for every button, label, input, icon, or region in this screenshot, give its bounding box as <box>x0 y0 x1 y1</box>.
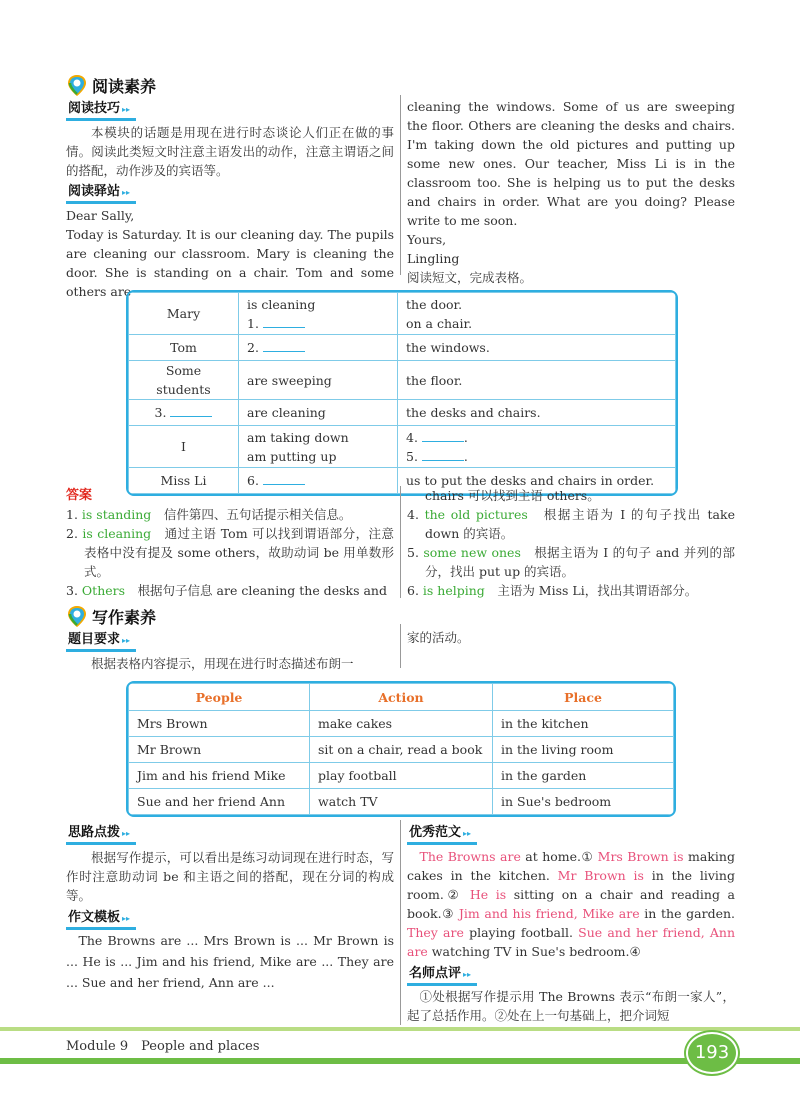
answer-item: 4. the old pictures 根据主语为 I 的句子找出 take down 的宾语。 <box>407 507 735 541</box>
answers-left <box>66 505 394 600</box>
answer-blank[interactable] <box>422 429 464 442</box>
writing-req-text: 根据表格内容提示，用现在进行时态描述布朗一 <box>91 656 354 671</box>
letter-body-end: cleaning the windows. Some of us are sweeping the floor. Others are cleaning the desks and chairs. I'm taking down the old pictures and putting up some new ones. Our teacher, Miss Li is in the classroom too. She is helping us to put the desks and chairs in order. What are you doing? Please write to me soon. <box>407 99 735 228</box>
table-row: Mary is cleaning 1. the door. on a chair. <box>129 293 676 335</box>
column-divider <box>400 820 401 1025</box>
idea-text: 根据写作提示，可以看出是练习动词现在进行时态，写作时注意助动词 be 和主语之间的搭配，现在分词的构成等。 <box>66 850 394 903</box>
table-row: Miss Li 6. us to put the desks and chairs in order. <box>129 468 676 494</box>
answer-item: 5. some new ones 根据主语为 I 的句子 and 并列的部分，找出 put up 的宾语。 <box>407 545 735 579</box>
table-row: Tom 2. the windows. <box>129 335 676 361</box>
footer-module: Module 9 People and places <box>66 1039 260 1054</box>
writing-req-heading: 题目要求 ▸▸ <box>66 630 136 652</box>
writing-title-text: 写作素养 <box>92 607 157 627</box>
answer-item: 1. is standing 信件第四、五句话提示相关信息。 <box>66 507 352 522</box>
letter-greeting: Dear Sally, <box>66 208 135 223</box>
letter-body-start: Today is Saturday. It is our cleaning day. The pupils are cleaning our classroom. Mary is cleaning the door. She is standing on a chair. Tom and some others are <box>66 227 394 299</box>
template-text: The Browns are ... Mrs Brown is ... Mr Brown is ... He is ... Jim and his friend, Mike are ... They are ... Sue and her friend, Ann are ... <box>66 933 394 990</box>
answer-item: 3. Others 根据句子信息 are cleaning the desks and <box>66 583 387 598</box>
column-divider <box>400 486 401 598</box>
letter-left-column <box>66 206 394 301</box>
letter-right-column <box>407 97 735 287</box>
location-pin-icon <box>66 605 88 629</box>
letter-signature: Lingling <box>407 251 460 266</box>
reading-table <box>126 290 678 496</box>
reading-tips-heading: 阅读技巧 ▸▸ <box>66 99 136 121</box>
reading-section-title <box>66 74 156 98</box>
answer-blank[interactable] <box>170 404 212 417</box>
table-row: Mrs Brown make cakes in the kitchen <box>129 711 674 737</box>
sample-heading: 优秀范文 ▸▸ <box>407 823 477 845</box>
answer-blank[interactable] <box>263 339 305 352</box>
answers-heading: 答案 <box>66 488 93 503</box>
idea-heading: 思路点拨 ▸▸ <box>66 823 136 845</box>
writing-table <box>126 681 676 817</box>
reading-tips-text: 本模块的话题是用现在进行时态谈论人们正在做的事情。阅读此类短文时注意主语发出的动作，注意主谓语之间的搭配，动作涉及的宾语等。 <box>66 125 394 178</box>
answer-item: 6. is helping 主语为 Miss Li，找出其谓语部分。 <box>407 583 698 598</box>
task-instruction: 阅读短文，完成表格。 <box>407 270 533 285</box>
comment-heading: 名师点评 ▸▸ <box>407 964 477 986</box>
footer-stripe <box>0 1058 800 1064</box>
table-row: Some students are sweeping the floor. <box>129 361 676 400</box>
column-divider <box>400 624 401 668</box>
letter-closing: Yours, <box>407 232 447 247</box>
sample-text: The Browns are at home.① Mrs Brown is making cakes in the kitchen. Mr Brown is in the living room.② He is sitting on a chair and reading a book.③ Jim and his friend, Mike are in the garden. They are playing football. Sue and her friend, Ann are watching TV in Sue's bedroom.④ <box>407 849 735 959</box>
reading-station-heading: 阅读驿站 ▸▸ <box>66 182 136 204</box>
comment-text: ①处根据写作提示用 The Browns 表示“布朗一家人”，起了总括作用。②处在上一句基础上，把介词短 <box>407 989 735 1023</box>
footer-divider <box>0 1027 800 1031</box>
page-number: 193 <box>686 1032 738 1074</box>
table-row: Jim and his friend Mike play football in the garden <box>129 763 674 789</box>
template-heading: 作文模板 ▸▸ <box>66 908 136 930</box>
column-divider <box>400 95 401 275</box>
answer-blank[interactable] <box>263 315 305 328</box>
writing-section-title <box>66 605 156 629</box>
table-header-row: People Action Place <box>129 684 674 711</box>
table-row: 3. are cleaning the desks and chairs. <box>129 400 676 426</box>
answer-blank[interactable] <box>422 448 464 461</box>
writing-req-cont: 家的活动。 <box>407 630 470 645</box>
answer-blank[interactable] <box>263 472 305 485</box>
table-row: I am taking down am putting up 4. . 5. . <box>129 426 676 468</box>
location-pin-icon <box>66 74 88 98</box>
table-row: Mr Brown sit on a chair, read a book in the living room <box>129 737 674 763</box>
answers-right: chairs 可以找到主语 others。 4. the old pictures 根据主语为 I 的句子找出 take down 的宾语。 5. some new ones 根据主语为 I 的句子 and 并列的部分，找出 put up 的宾语。 6. is helping 主语为 Miss Li，找出其谓语部分。 <box>407 488 735 598</box>
table-row: Sue and her friend Ann watch TV in Sue's bedroom <box>129 789 674 815</box>
reading-title-text: 阅读素养 <box>92 76 157 96</box>
answer-item: 2. is cleaning 通过主语 Tom 可以找到谓语部分，注意表格中没有提及 some others，故助动词 be 用单数形式。 <box>66 526 394 579</box>
